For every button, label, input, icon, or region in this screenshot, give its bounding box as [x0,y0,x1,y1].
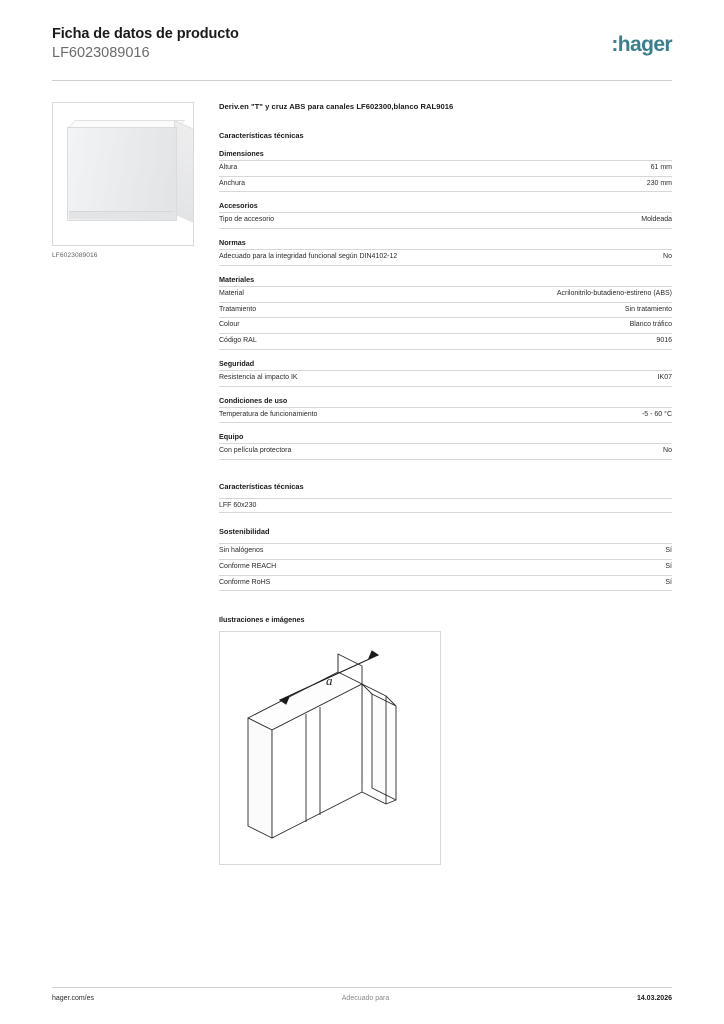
spec-label: Material [219,286,446,302]
spec-label: Tratamiento [219,302,446,318]
product-reference: LF6023089016 [52,45,150,62]
spec-label: Altura [219,160,446,176]
group-title: Condiciones de uso [219,395,288,405]
product-bottom-lip [69,211,173,219]
table-row [219,575,672,591]
spec-table [219,212,672,229]
technical-type-row: LFF 60x230 [219,498,672,513]
product-image-caption: LF6023089016 [52,251,98,259]
spec-label: Conforme REACH [219,559,446,575]
spec-label: Con película protectora [219,444,446,460]
spec-value: IK07 [446,370,673,386]
group-title: Materiales [219,274,255,284]
spec-group-sostenibilidad [219,527,672,591]
spec-label: Temperatura de funcionamiento [219,407,446,423]
group-title: Accesorios [219,201,258,211]
product-image [52,102,194,246]
table-row [219,213,672,229]
footer-divider [52,987,672,988]
spec-label: Resistencia al impacto IK [219,370,446,386]
spec-value: Acrilonitrilo-butadieno-estireno (ABS) [446,286,673,302]
spec-value: Sí [446,559,673,575]
page-header [52,0,672,63]
spec-table [219,443,672,460]
table-row [219,250,672,266]
table-row [219,407,672,423]
spec-label: Código RAL [219,334,446,350]
table-row [219,370,672,386]
group-title: Equipo [219,432,244,442]
spec-group-equipo [219,432,672,460]
header-divider [52,80,672,81]
title-block [52,25,239,63]
spec-table [219,286,672,350]
table-row [219,160,672,176]
spec-group-accesorios [219,201,672,229]
hager-logo: :hager [611,33,672,56]
spec-group-materiales [219,275,672,350]
illustration-image [219,631,441,865]
table-row [219,444,672,460]
spec-value: 61 mm [446,160,673,176]
group-title: Normas [219,238,246,248]
spec-group-seguridad [219,359,672,387]
spec-table [219,407,672,424]
illustrations-title: Ilustraciones e imágenes [219,615,305,625]
table-row [219,176,672,192]
table-row [219,544,672,560]
spec-value: No [446,250,673,266]
spec-value: Sin tratamiento [446,302,673,318]
spec-table [219,370,672,387]
spec-label: Anchura [219,176,446,192]
group-title: Dimensiones [219,148,264,158]
spec-label: Conforme RoHS [219,575,446,591]
spec-value: Sí [446,575,673,591]
product-image-column [52,102,200,866]
dimension-label-a: a [326,673,333,689]
table-row [219,334,672,350]
spec-value: 230 mm [446,176,673,192]
technical-characteristics-secondary [219,482,672,513]
group-title: Seguridad [219,358,255,368]
footer-website-link[interactable]: hager.com/es [52,995,95,1002]
product-front-face [67,127,177,221]
product-name: Deriv.en "T" y cruz ABS para canales LF602300,blanco RAL9016 [219,101,454,111]
page-content [52,102,672,866]
table-row [219,318,672,334]
footer-date: 14.03.2026 [636,995,672,1002]
spec-value: -5 - 60 °C [446,407,673,423]
spec-value: Blanco tráfico [446,318,673,334]
technical-characteristics-title-2: Características técnicas [219,482,304,492]
table-row [219,302,672,318]
spec-group-dimensiones [219,149,672,193]
technical-characteristics-title: Características técnicas [219,130,304,140]
spec-group-condiciones-de-uso [219,396,672,424]
page-title: Ficha de datos de producto [52,26,239,42]
specifications-column [200,102,672,866]
spec-table [219,249,672,266]
illustration-drawing [220,632,438,862]
spec-value: No [446,444,673,460]
table-row [219,286,672,302]
illustrations-section [219,615,672,865]
spec-label: Tipo de accesorio [219,213,446,229]
spec-label: Adecuado para la integridad funcional según DIN4102-12 [219,250,446,266]
spec-label: Sin halógenos [219,544,446,560]
table-row [219,559,672,575]
spec-table [219,160,672,193]
spec-label: Colour [219,318,446,334]
spec-value: 9016 [446,334,673,350]
footer-note: Adecuado para [341,995,390,1002]
page-footer [52,987,672,1002]
spec-group-normas [219,238,672,266]
spec-table [219,543,672,591]
spec-value: Sí [446,544,673,560]
sustainability-title: Sostenibilidad [219,527,270,537]
spec-value: Moldeada [446,213,673,229]
product-side-face [174,120,194,224]
